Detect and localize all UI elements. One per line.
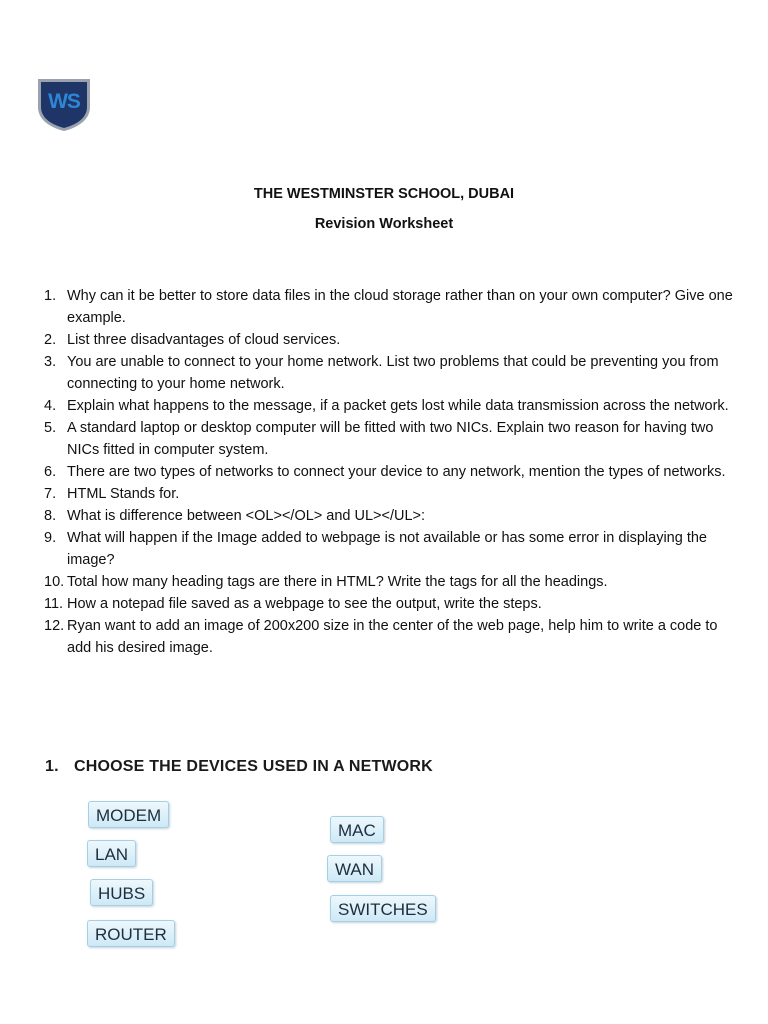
question-text: What will happen if the Image added to webpage is not available or has some error in displaying the image? bbox=[67, 530, 707, 568]
question-number: 11. bbox=[44, 596, 64, 612]
chip-lan: LAN bbox=[87, 840, 136, 867]
question-number: 3. bbox=[44, 354, 57, 370]
school-name: THE WESTMINSTER SCHOOL, DUBAI bbox=[253, 186, 515, 202]
section-heading bbox=[45, 758, 433, 776]
worksheet-title: Revision Worksheet bbox=[314, 216, 454, 232]
question-item bbox=[44, 461, 744, 483]
chip-modem: MODEM bbox=[88, 801, 169, 828]
question-number: 1. bbox=[44, 288, 57, 304]
question-text: Why can it be better to store data files in the cloud storage rather than on your own computer? Give one example. bbox=[67, 288, 733, 326]
question-number: 4. bbox=[44, 398, 57, 414]
chip-hubs: HUBS bbox=[90, 879, 153, 906]
question-text: A standard laptop or desktop computer will be fitted with two NICs. Explain two reason for having two NICs fitted in computer system. bbox=[67, 420, 714, 458]
chip-router: ROUTER bbox=[87, 920, 175, 947]
question-item bbox=[44, 571, 744, 593]
chip-mac: MAC bbox=[330, 816, 384, 843]
question-text: Explain what happens to the message, if a packet gets lost while data transmission across the network. bbox=[67, 398, 729, 414]
question-item bbox=[44, 593, 744, 615]
school-shield-icon bbox=[36, 77, 92, 133]
question-text: Ryan want to add an image of 200x200 size in the center of the web page, help him to write a code to add his desired image. bbox=[67, 618, 718, 656]
chip-switches: SWITCHES bbox=[330, 895, 436, 922]
chip-wan: WAN bbox=[327, 855, 382, 882]
question-text: Total how many heading tags are there in HTML? Write the tags for all the headings. bbox=[67, 574, 608, 590]
question-list bbox=[44, 285, 744, 659]
question-text: What is difference between <OL></OL> and UL></UL>: bbox=[67, 508, 426, 524]
question-text: List three disadvantages of cloud services. bbox=[67, 332, 341, 348]
question-item bbox=[44, 615, 744, 659]
question-number: 9. bbox=[44, 530, 57, 546]
question-item bbox=[44, 505, 744, 527]
question-item bbox=[44, 527, 744, 571]
question-item bbox=[44, 417, 744, 461]
question-item bbox=[44, 329, 744, 351]
question-text: How a notepad file saved as a webpage to see the output, write the steps. bbox=[67, 596, 542, 612]
school-logo bbox=[36, 77, 92, 133]
question-text: HTML Stands for. bbox=[67, 486, 180, 502]
section-title-text: CHOOSE THE DEVICES USED IN A NETWORK bbox=[74, 758, 433, 775]
question-number: 5. bbox=[44, 420, 57, 436]
logo-text: WS bbox=[48, 90, 80, 113]
question-item bbox=[44, 395, 744, 417]
question-number: 12. bbox=[44, 618, 65, 634]
question-text: There are two types of networks to connect your device to any network, mention the types of networks. bbox=[67, 464, 726, 480]
question-number: 7. bbox=[44, 486, 57, 502]
section-number: 1. bbox=[45, 758, 59, 775]
question-item bbox=[44, 351, 744, 395]
question-item bbox=[44, 285, 744, 329]
question-text: You are unable to connect to your home network. List two problems that could be preventing you from connecting to your home network. bbox=[67, 354, 719, 392]
question-number: 8. bbox=[44, 508, 57, 524]
question-number: 6. bbox=[44, 464, 57, 480]
question-item bbox=[44, 483, 744, 505]
question-number: 2. bbox=[44, 332, 57, 348]
question-number: 10. bbox=[44, 574, 65, 590]
